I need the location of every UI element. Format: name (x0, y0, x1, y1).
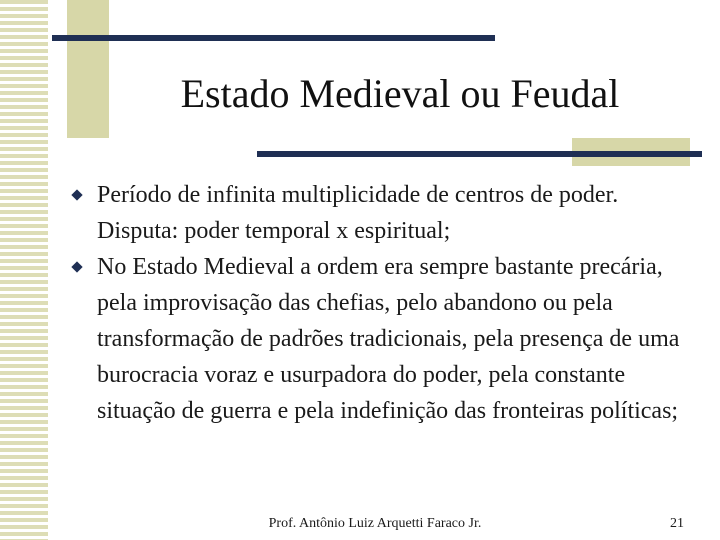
decorative-olive-block-top (67, 0, 109, 138)
bullet-list (70, 177, 690, 429)
page-number: 21 (670, 516, 684, 531)
diamond-bullet-icon (71, 189, 82, 200)
list-item (70, 177, 690, 249)
slide-title: Estado Medieval ou Feudal (180, 71, 620, 116)
title-rule-top (52, 35, 495, 41)
title-rule-bottom (257, 151, 702, 157)
bullet-text: Período de infinita multiplicidade de centros de poder. Disputa: poder temporal x espiritual; (97, 182, 619, 244)
list-item (70, 249, 690, 429)
slide-footer: Prof. Antônio Luiz Arquetti Faraco Jr. (268, 516, 482, 531)
decorative-stripe-bar (0, 0, 50, 540)
bullet-text: No Estado Medieval a ordem era sempre bastante precária, pela improvisação das chefias, pelo abandono ou pela transformação de padrões tradicionais, pela presença de uma burocracia voraz e usurpadora do poder, pela constante situação de guerra e pela indefinição das fronteiras políticas; (97, 254, 680, 424)
diamond-bullet-icon (71, 261, 82, 272)
